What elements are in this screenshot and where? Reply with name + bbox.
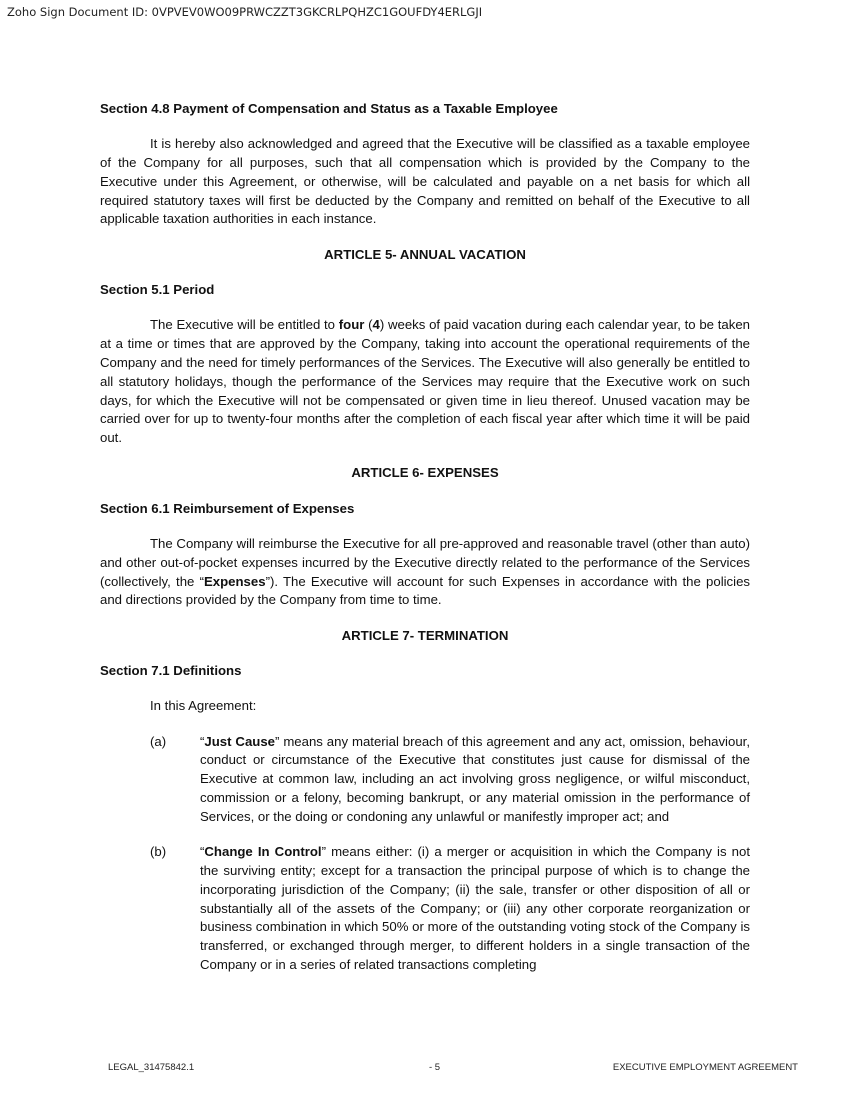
- footer-document-title: EXECUTIVE EMPLOYMENT AGREEMENT: [612, 1062, 798, 1073]
- document-page: [100, 100, 750, 975]
- article-7-heading: ARTICLE 7- TERMINATION: [341, 627, 509, 643]
- article-6-heading: ARTICLE 6- EXPENSES: [351, 465, 499, 481]
- footer-document-code: LEGAL_31475842.1: [108, 1062, 195, 1073]
- definition-number: (a): [150, 733, 167, 749]
- definition-quote-open: “: [200, 733, 205, 749]
- section-5-1-heading: Section 5.1 Period: [100, 282, 215, 298]
- section-7-1-heading: Section 7.1 Definitions: [100, 663, 242, 679]
- section-5-1-text-post: ) weeks of paid vacation during each calendar year, to be taken at a time or times that are approved by the Company, taking into account the operational requirements of the Company and the need for timely performances of the Services. The Executive will also generally be entitled to all statutory holidays, though the performance of the Services may require that the Executive work on such days, for which the Executive will not be compensated or given time in lieu thereof. Unused vacation may be carried over for up to twenty-four months after the completion of each fiscal year after which time it will be paid out.: [100, 317, 750, 446]
- section-6-1-heading: Section 6.1 Reimbursement of Expenses: [100, 500, 355, 516]
- section-6-1-text-post: ”). The Executive will account for such Expenses in accordance with the policies and directions provided by the Company from time to time.: [100, 573, 751, 608]
- definition-number: (b): [150, 844, 167, 860]
- definition-item: [100, 843, 750, 975]
- definition-text: [200, 733, 750, 827]
- article-5-heading: ARTICLE 5- ANNUAL VACATION: [324, 246, 526, 262]
- section-6-1-text-pre: The Company will reimburse the Executive for all pre-approved and reasonable travel (other than auto) and other out-of-pocket expenses incurred by the Executive directly related to the performance of the Services (collectively, the “: [100, 536, 750, 589]
- footer-page-number: - 5: [429, 1062, 441, 1073]
- section-5-1-text-pre: The Executive will be entitled to: [150, 317, 339, 333]
- definition-body: ” means either: (i) a merger or acquisition in which the Company is not the surviving entity; except for a transaction the principal purpose of which is to change the incorporating jurisdiction of the Company; (ii) the sale, transfer or other disposition of all or substantially all of the assets of the Company; or (iii) any other corporate reorganization or business combination in which 50% or more of the outstanding voting stock of the Company is transferred, or exchanged through merger, to different holders in a single transaction of the Company or in a series of related transactions completing: [200, 844, 750, 972]
- section-5-1-paren-open: (: [364, 317, 373, 333]
- section-4-8-heading: Section 4.8 Payment of Compensation and Status as a Taxable Employee: [100, 101, 558, 116]
- document-id-header: Zoho Sign Document ID: 0VPVEV0WO09PRWCZZT3GKCRLPQHZC1GOUFDY4ERLGJI: [7, 5, 483, 19]
- definition-body: ” means any material breach of this agreement and any act, omission, behaviour, conduct or circumstance of the Executive that constitutes just cause for dismissal of the Executive at common law, including an act involving gross negligence, or wilful misconduct, commission or a felony, becoming bankrupt, or any material omission in the performance of Services, or the doing or condoning any unlawful or manifestly improper act; and: [200, 733, 750, 824]
- section-5-1-body: [100, 316, 750, 448]
- expenses-defined-term: Expenses: [203, 573, 266, 589]
- defined-term: Change In Control: [204, 844, 322, 860]
- vacation-weeks-number: 4: [372, 317, 380, 333]
- vacation-weeks-word: four: [338, 317, 365, 333]
- definition-item: [100, 733, 750, 827]
- section-6-1-body: [100, 535, 750, 610]
- definition-quote-open: “: [200, 844, 205, 860]
- defined-term: Just Cause: [204, 733, 276, 749]
- section-4-8-body: It is hereby also acknowledged and agreed that the Executive will be classified as a taxable employee of the Company for all purposes, such that all compensation which is provided by the Company to the Executive under this Agreement, or otherwise, will be calculated and payable on a net basis for which all required statutory taxes will first be deducted by the Company and remitted on behalf of the Executive to all applicable taxation authorities in each instance.: [100, 136, 750, 227]
- definition-text: [200, 843, 750, 975]
- definitions-intro: In this Agreement:: [150, 698, 257, 714]
